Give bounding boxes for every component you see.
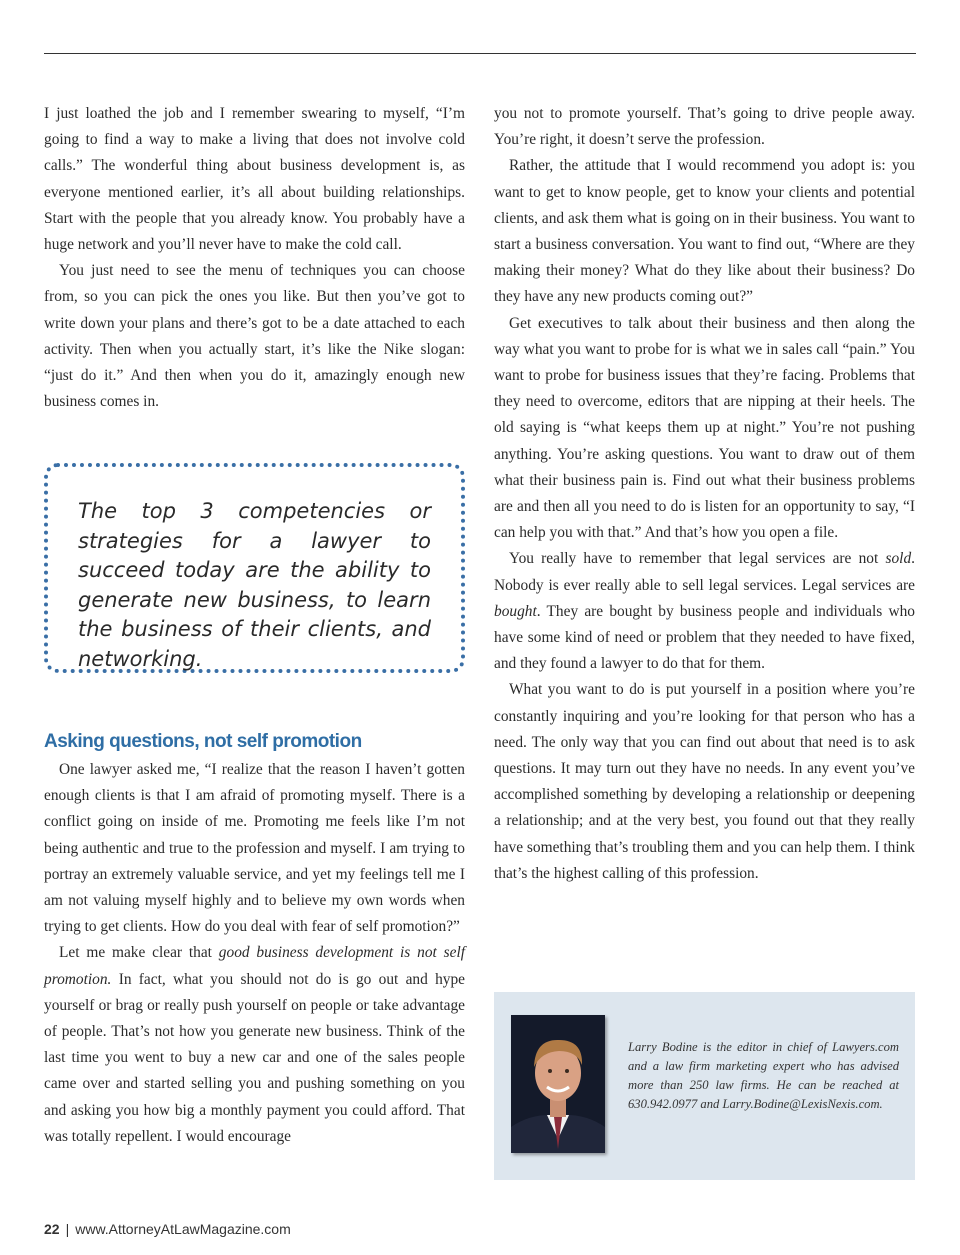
author-bio-text: Larry Bodine is the editor in chief of Lawyers.com and a law firm marketing expert who has advised more than 250 law firms. He can be reached at 630.942.0977 and Larry.Bodine@LexisNexis.com. [628, 1040, 899, 1111]
body-paragraph: What you want to do is put yourself in a position where you’re constantly inquiring and you’re looking for that person who has a need. The only way that you can find out about that need is to ask questions. It may turn out they have no needs. In any event you’ve accomplished something by developing a relationship or deepening a relationship; and at the very best, you found out that they really have something that’s troubling them and you can help them. I think that’s the highest calling of this profession. [494, 681, 915, 882]
text-run: . They are bought by business people and individuals who have some kind of need or problem that they needed to have fixed, and they found a lawyer to do that for them. [494, 602, 915, 673]
body-paragraph [494, 546, 915, 677]
footer-separator: | [65, 1221, 70, 1237]
website-url: www.AttorneyAtLawMagazine.com [75, 1221, 291, 1237]
emphasis-text: good business development is not self promotion. [44, 944, 465, 988]
emphasis-text: sold [885, 550, 912, 568]
body-paragraph: You just need to see the menu of techniques you can choose from, so you can pick the ones you like. But then you’ve got to write down your plans and there’s got to be a date attached to each activity. Then when you actually start, it’s like the Nike slogan: “just do it.” And then when you do it, amazingly enough new business comes in. [44, 262, 465, 411]
author-portrait-illustration [511, 1015, 605, 1153]
pull-quote-box [44, 463, 465, 673]
section-heading: Asking questions, not self promotion [44, 731, 362, 752]
left-column-intro [44, 101, 465, 415]
body-paragraph: One lawyer asked me, “I realize that the reason I haven’t gotten enough clients is that I am afraid of promoting myself. There is a conflict going on inside of me. Promoting me feels like I’m not being authentic and true to the profession and myself. I am trying to portray an extremely valuable service, and yet my feelings tell me I am not valuing myself highly and to believe my own words when trying to get clients. How do you deal with fear of self promotion?” [44, 761, 465, 936]
right-column [494, 101, 915, 887]
pull-quote-text: The top 3 competencies or strategies for a lawyer to succeed today are the ability to generate new business, to learn the business of their clients, and networking. [78, 499, 431, 671]
text-run: You really have to remember that legal services are not [509, 550, 886, 568]
text-run: . Nobody is ever really able to sell legal services. Legal services are [494, 550, 915, 594]
page-number: 22 [44, 1221, 60, 1237]
text-run: In fact, what you should not do is go out and hype yourself or brag or really push yourself on people or take advantage of people. That’s not how you generate new business. Think of the last time you went to buy a new car and one of the sales people came over and started selling you and pushing something on you and asking you how big a monthly payment you could afford. That was totally repellent. I would encourage [44, 970, 465, 1145]
body-paragraph: you not to promote yourself. That’s going to drive people away. You’re right, it doesn’t serve the profession. [494, 105, 915, 149]
author-bio-box [494, 992, 915, 1180]
header-rule [44, 53, 916, 54]
left-column-section [44, 757, 465, 1150]
body-paragraph: I just loathed the job and I remember swearing to myself, “I’m going to find a way to make a living that does not involve cold calls.” The wonderful thing about business development is, as everyone mentioned earlier, it’s all about building relationships. Start with the people that you already know. You probably have a huge network and you’ll never have to make the cold call. [44, 105, 465, 254]
emphasis-text: bought [494, 602, 537, 620]
author-photo [511, 1015, 605, 1153]
body-paragraph [44, 940, 465, 1150]
body-paragraph: Rather, the attitude that I would recommend you adopt is: you want to get to know people, get to know your clients and potential clients, and ask them what is going on in their business. You want to start a business conversation. You want to find out, “Where are they making their money? What do they like about their business? Do they have any new products coming out?” [494, 157, 915, 306]
body-paragraph: Get executives to talk about their business and then along the way what you want to probe for is what we in sales call “pain.” You want to probe for business issues that they’re facing. Problems that they need to overcome, editors that are nipping at their heels. The old saying is “what keeps them up at night.” You’re not pushing anything. You’re asking questions. You want to draw out of them what their business pain is. Find out what their business problems are and then all you need to do is listen for an opportunity to say, “I can help you with that.” And that’s how you open a file. [494, 314, 915, 542]
page-footer [44, 1221, 291, 1237]
text-run: Let me make clear that [59, 944, 219, 962]
